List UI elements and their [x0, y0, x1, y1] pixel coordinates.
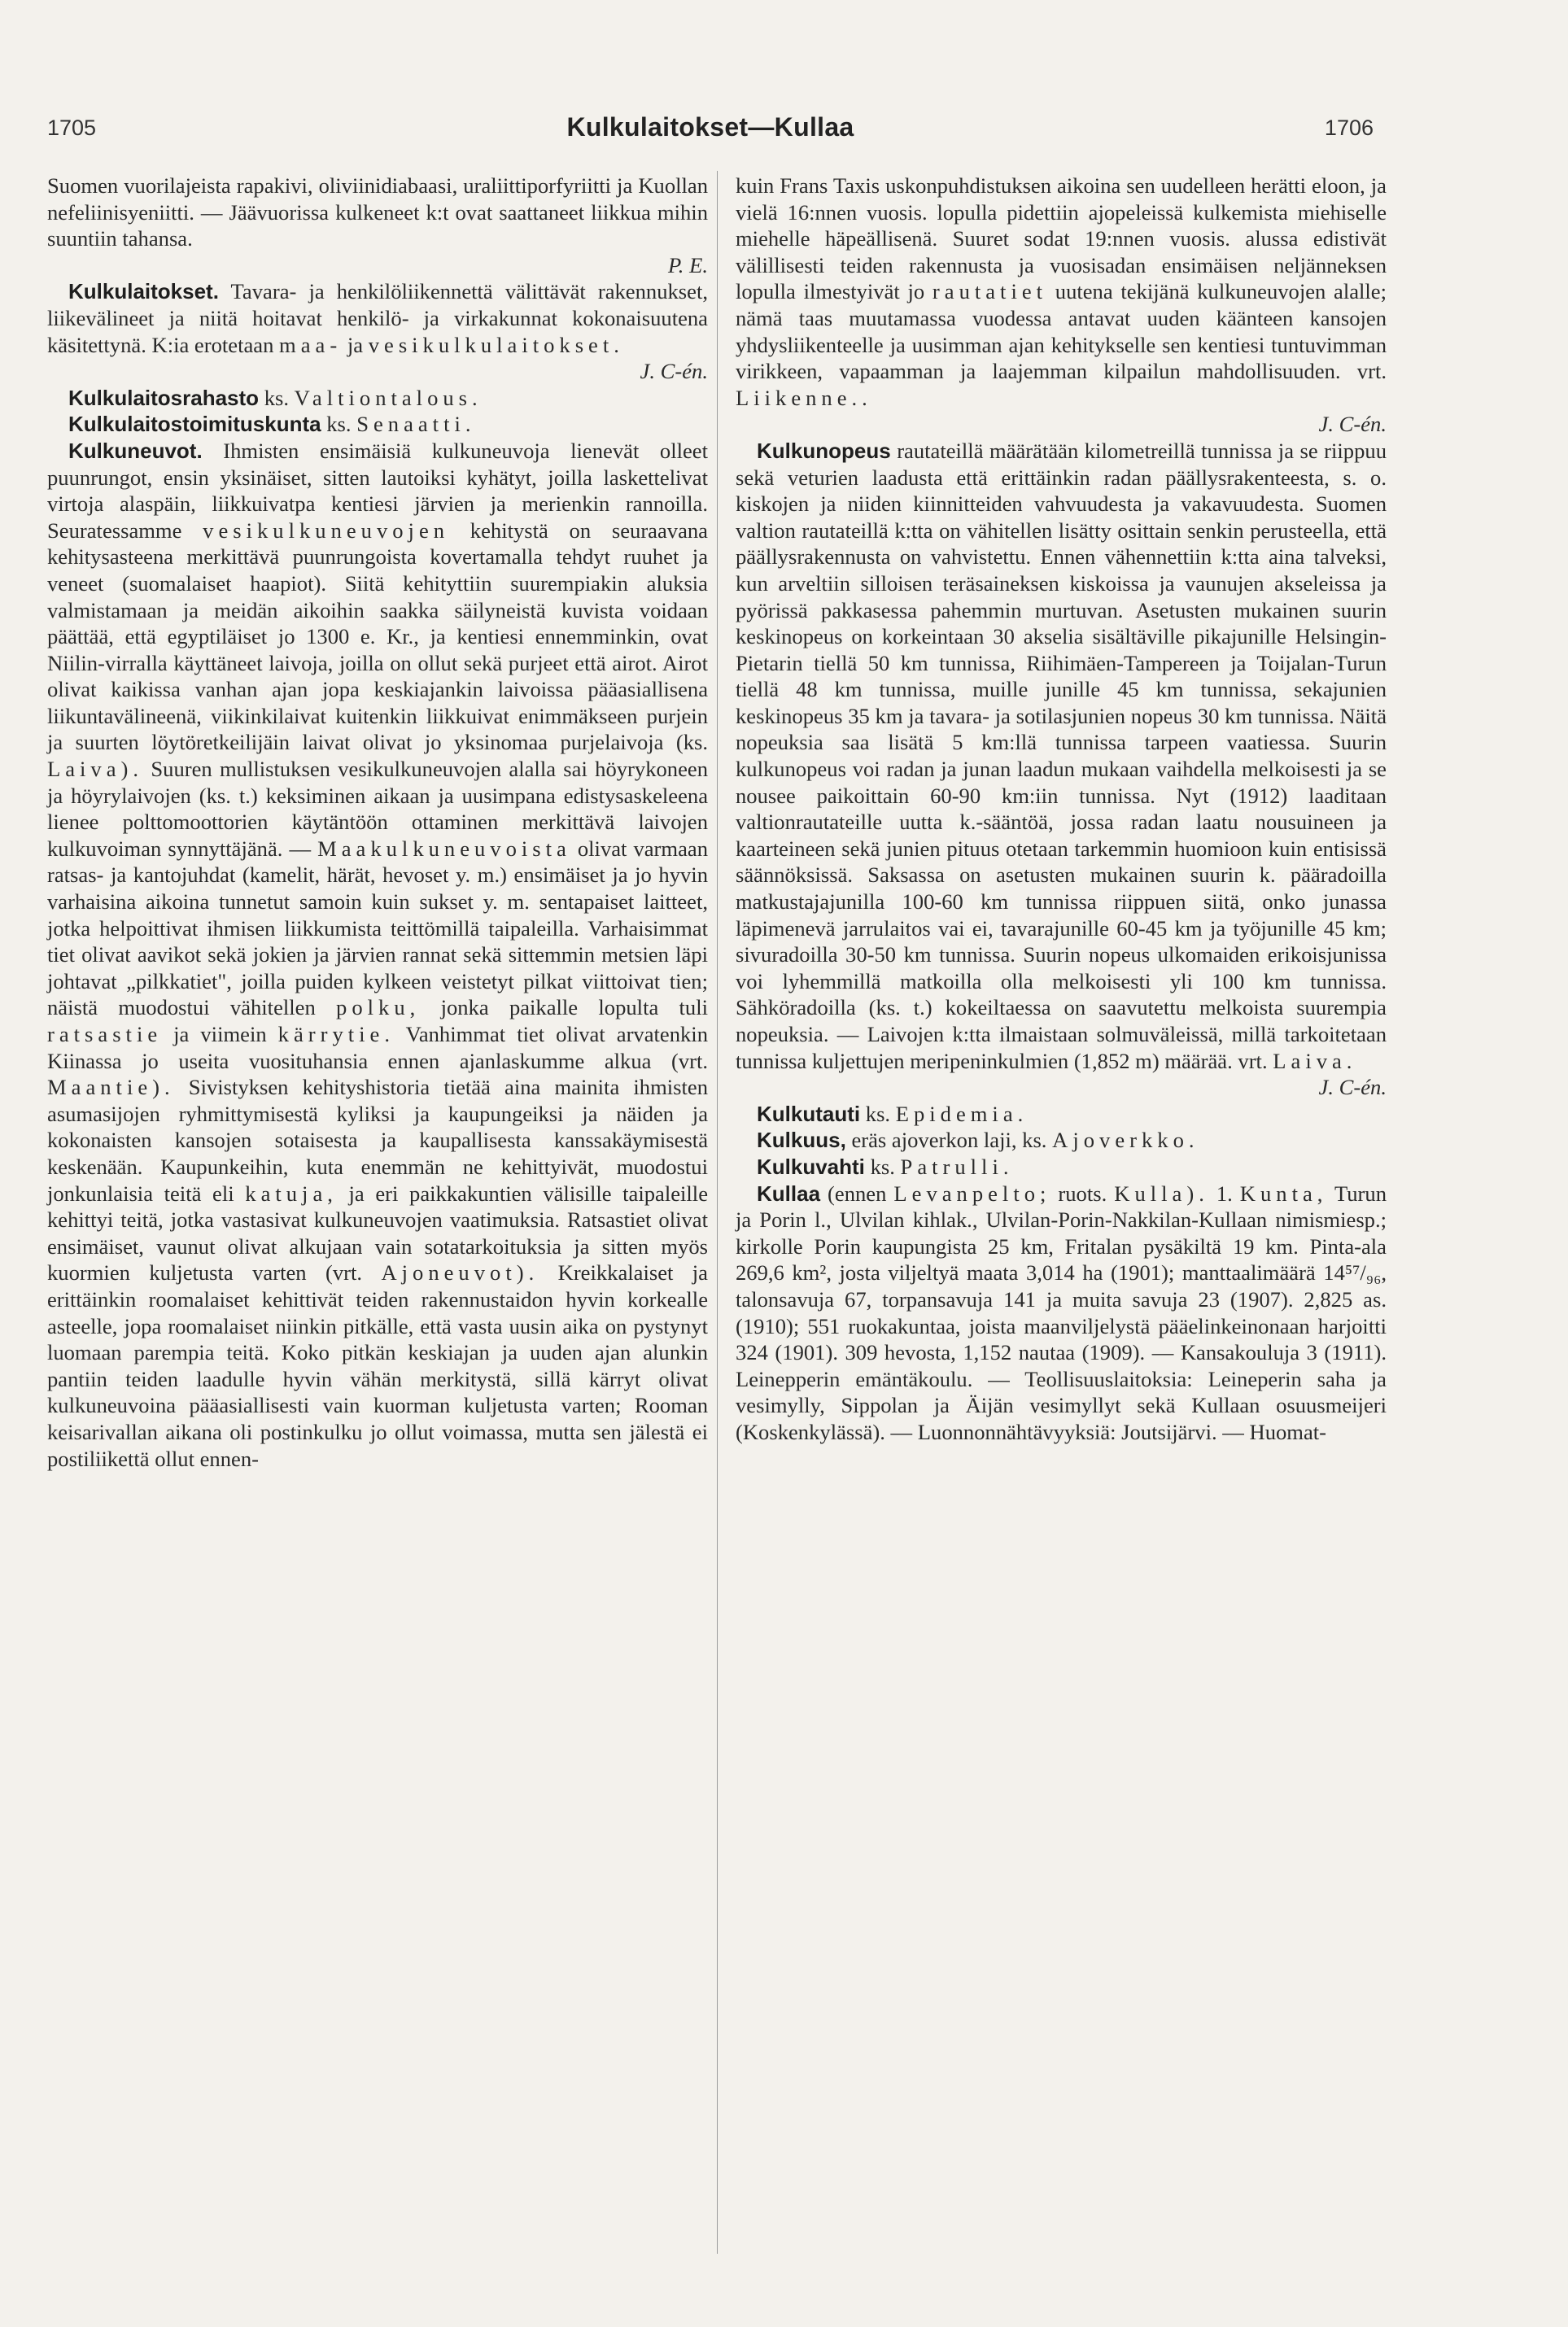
entry-kulkuneuvot: [47, 438, 708, 1472]
spaced-term: polku,: [336, 995, 421, 1020]
cross-reference: Valtiontalous.: [294, 385, 483, 410]
entry-text: olivat varmaan ratsas- ja kantojuhdat (kamelit, härät, hevoset y. m.) ensimäiset ja jo hyvin varhaisina aikoina tunnetut samoin kuin sukset y. m. sentapaiset laitteet, jotka helpoittivat ihmisen liikkumista teittömillä taipaleilla. Varhaisimmat tiet olivat aavikot sekä jokien ja järvien rannat sekä sittemmin metsien läpi johtavat „pilkkatiet", joilla puiden kylkeen veistetyt pilkat viittoivat tien; näistä muodostui vähitellen: [47, 836, 709, 1020]
left-column: [47, 172, 708, 1472]
cross-reference: Senaatti.: [356, 412, 476, 437]
page-header: [47, 112, 1374, 148]
spaced-term: Kulla).: [1114, 1181, 1209, 1206]
author-signature: J. C-én.: [640, 359, 708, 384]
headword: Kullaa: [757, 1181, 821, 1206]
entry-text: ja: [347, 332, 364, 357]
entry-kulkunopeus: [736, 438, 1387, 1101]
entry-kullaa: [736, 1181, 1387, 1446]
spaced-term: vesikulkulaitokset.: [368, 332, 624, 357]
headword: Kulkutauti: [757, 1101, 861, 1126]
spaced-term: Levanpelto;: [893, 1181, 1051, 1206]
entry-text: Ihmisten ensimäisiä kulkuneuvoja lienevät olleet puunrungot, ensin yksinäiset, sitten lautoiksi kyhätyt, joilla laskettelivat virtoja alaspäin, liikkuivatpa kentiesi järvien ja merienkin rannoilla. Seuratessamme: [47, 438, 708, 543]
entry-continuation: [47, 172, 708, 278]
entry-text: Tavara- ja henkilöliikennettä välittävät rakennukset, liikevälineet ja niitä hoitavat henkilö- ja virkakunnat kokonaisuutena käsitettynä. K:ia erotetaan: [47, 279, 708, 357]
headword: Kulkuus,: [757, 1128, 846, 1153]
spaced-term: Maakulkuneuvoista: [317, 836, 571, 861]
headword: Kulkulaitosrahasto: [68, 385, 260, 410]
spaced-term: Kunta,: [1239, 1181, 1328, 1206]
entry-text: Suomen vuorilajeista rapakivi, oliviinidiabaasi, uraliittiporfyriitti ja Kuollan nefeliinisyeniitti. — Jäävuorissa kulkeneet k:t ovat saattaneet liikkua mihin suuntiin tahansa.: [47, 173, 708, 251]
entry-kulkuvahti: [736, 1154, 1387, 1181]
headword: Kulkuvahti: [757, 1154, 865, 1179]
entry-kulkulaitokset: [47, 278, 708, 384]
headword: Kulkulaitostoimituskunta: [68, 412, 321, 437]
spaced-term: kärrytie.: [277, 1022, 395, 1046]
cross-reference: Laiva).: [47, 757, 144, 782]
entry-text: ks.: [326, 412, 352, 437]
entry-text: rautateillä määrätään kilometreillä tunnissa ja se riippuu sekä veturien laadusta että erittäinkin radan päällysrakenteesta, s. o. kiskojen ja niiden kiinnitteiden vahvuudesta ja vakavuudesta. Suomen valtion rautateillä k:tta on vähitellen lisätty osittain senkin perusteella, että päällysrakennusta on vahvistettu. Ennen vähennettiin k:tta aina talveksi, kun arveltiin silloisen teräsaineksen kiskoissa ja vaunujen akseleissa ja pyörissä pakkasessa pahemmin murtuvan. Asetusten mukainen suurin keskinopeus on korkeintaan 30 akselia sisältäville pikajunille Helsingin-Pietarin tiellä 50 km tunnissa, Riihimäen-Tampereen ja Toijalan-Turun tiellä 48 km tunnissa, muille junille 45 km tunnissa, sekajunien keskinopeus 35 km ja tavara- ja sotilasjunien nopeus 30 km tunnissa. Näitä nopeuksia saa lisätä 5 km:llä tunnissa tarpeen vaatiessa. Suurin kulkunopeus voi radan ja junan laadun mukaan vaihdella melkoisesti ja se nousee paikoittain 60-90 km:iin tunnissa. Nyt (1912) laaditaan valtionrautateille uutta k.-sääntöä, jossa radan laatu nousuineen ja kaarteineen sekä junien pituus otetaan tarkemmin huomioon kuin entisissä säännöksissä. Saksassa on asetusten mukainen suurin k. pääradoilla matkustajajunilla 100-60 km tunnissa riippuen siitä, onko junassa läpimenevä jarrulaitos vai ei, tavarajunille 60-45 km ja työjunille 45 km; sivuradoilla 30-50 km tunnissa. Suurin nopeus ulkomaiden erikoisjunissa voi lyhemmillä matkoilla olla melkoisesti yli 100 km tunnissa. Sähköradoilla (ks. t.) kokeiltaessa on saavutettu melkoista suurempia nopeuksia. — Laivojen k:tta ilmaistaan solmuväleissä, millä tarkoitetaan tunnissa kuljettujen meripeninkulmien (1,852 m) määrää. vrt.: [736, 438, 1387, 1073]
entry-kulkuus: [736, 1127, 1387, 1154]
entry-text: eräs ajoverkon laji, ks.: [851, 1128, 1047, 1153]
cross-reference: Ajoneuvot).: [381, 1260, 539, 1286]
entry-kulkutauti: [736, 1101, 1387, 1128]
headword: Kulkunopeus: [757, 438, 891, 463]
author-signature: J. C-én.: [1318, 412, 1387, 437]
entry-text: ks.: [865, 1101, 891, 1126]
entry-text: kuin Frans Taxis uskonpuhdistuksen aikoina sen uudelleen herätti eloon, ja vielä 16:nnen vuosis. lopulla pidettiin ajopeleissä kulkemista miehiselle miehelle häpeällisenä. Suuret sodat 19:nnen vuosis. alussa edistivät välillisesti teiden rakennusta ja vuosisadan ensimäisen neljänneksen lopulla ilmestyivät jo: [736, 173, 1387, 304]
entry-text: uutena tekijänä kulkuneuvojen alalle; nämä taas muutamassa vuodessa antavat uuden käänteen kansojen yhdysliikenteelle ja uusimman ajan kehitykselle sen kentiesi tuntuvimman virikkeen, vapaamman ja laajemman kilpailun mahdollisuuden. vrt.: [736, 279, 1387, 384]
entry-text: Vanhimmat tiet olivat arvatenkin Kiinassa jo useita vuosituhansia ennen ajanlaskumme alkua (vrt.: [47, 1022, 708, 1073]
running-title: Kulkulaitokset—Kullaa: [566, 112, 854, 142]
page-number-left: 1705: [47, 116, 97, 140]
spaced-term: vesikulkuneuvojen: [203, 517, 450, 543]
entry-text: 1.: [1216, 1181, 1233, 1206]
spaced-term: maa-: [279, 332, 343, 357]
cross-reference: Epidemia.: [895, 1101, 1029, 1126]
headword: Kulkuneuvot.: [68, 438, 203, 463]
author-signature: J. C-én.: [1318, 1075, 1387, 1100]
entry-kulkuneuvot-continued: [736, 172, 1387, 438]
entry-text: Kreikkalaiset ja erittäinkin roomalaiset kehittivät teiden rakennustaidon hyvin korkealle asteelle, jopa roomalaiset niinkin pitkälle, että vasta uusin aika on pystynyt luomaan parempia teitä. Koko pitkän keskiajan ja uuden ajan alunkin pantiin teiden laadulle hyvin vähän merkitystä, sillä kärryt olivat kulkuneuvoina pääasiallisesti vain kuorman kuljetusta varten; Rooman keisarivallan aikana oli postinkulku jo ollut voimassa, mutta sen jälestä ei postiliikettä ollut ennen-: [47, 1260, 708, 1471]
cross-reference: Ajoverkko.: [1052, 1128, 1199, 1153]
entry-text: kehitystä on seuraavana kehitysasteena merkittävä puunrungoista kovertamalla tehdyt ruuhet ja veneet (suomalaiset haapiot). Siitä kehityttiin suurempiakin aluksia valmistamaan ja meidän aikoihin saakka säilyneistä kuvista voidaan päättää, että egyptiläiset jo 1300 e. Kr., ja kentiesi ennemminkin, ovat Niilin-virralla käyttäneet laivoja, joilla on ollut sekä purjeet että airot. Airot olivat kaikissa vanhan ajan jopa keskiajankin laivoissa pääasiallisena liikuntavälineenä, viikinkilaivat kuitenkin liikkuivat enimmäkseen purjein ja suurten löytöretkeilijäin laivat olivat jo yksinomaa purjelaivoja (ks.: [47, 517, 708, 755]
cross-reference: Maantie).: [47, 1075, 175, 1100]
entry-kulkulaitosrahasto: [47, 385, 708, 412]
spaced-term: rautatiet: [932, 279, 1048, 304]
entry-text: (ennen: [828, 1181, 887, 1206]
cross-reference: Patrulli.: [900, 1154, 1014, 1179]
headword: Kulkulaitokset.: [68, 279, 219, 304]
entry-text: ja viimein: [173, 1022, 267, 1046]
entry-text: ks.: [870, 1154, 895, 1179]
entry-text: Sivistyksen kehityshistoria tietää aina mainita ihmisten asumasijojen ryhmittymisestä kyliksi ja kaupungeiksi ja näiden ja kokonaisten kansojen sotaisesta ja kaupallisesta kanssakäymisestä keskenään. Kaupunkeihin, kuta enemmän ne kehittyivät, muodostui jonkunlaisia teitä eli: [47, 1075, 708, 1206]
spaced-term: katuja,: [245, 1181, 338, 1206]
entry-text: Suuren mullistuksen vesikulkuneuvojen alalla sai höyrykoneen ja höyrylaivojen (ks. t.) keksiminen aikaan ja uusimpana edistysaskeleena lienee polttomoottorien käytäntöön ottaminen merkittävä laivojen kulkuvoiman synnyttäjänä. —: [47, 757, 708, 861]
author-signature: P. E.: [667, 252, 708, 277]
cross-reference: Liikenne..: [736, 385, 872, 410]
page-number-right: 1706: [1324, 116, 1374, 140]
entry-text: ks.: [264, 385, 290, 410]
entry-text: ruots.: [1058, 1181, 1107, 1206]
spaced-term: ratsastie: [47, 1022, 163, 1046]
cross-reference: Laiva.: [1273, 1048, 1357, 1073]
entry-kulkulaitostoimituskunta: [47, 411, 708, 438]
column-divider: [717, 171, 718, 2254]
right-column: [736, 172, 1387, 1446]
entry-text: jonka paikalle lopulta tuli: [440, 995, 709, 1020]
entry-text: ja eri paikkakuntien välisille taipaleille kehittyi teitä, jotka vastasivat kulkuneuvojen vaatimuksia. Ratsastiet olivat ensimäiset, vaunut olivat alkujaan vain sotatarkoituksia ja sitten myös kuormien kuljetusta varten (vrt.: [47, 1181, 709, 1286]
entry-text: Turun ja Porin l., Ulvilan kihlak., Ulvilan-Porin-Nakkilan-Kullaan nimismiesp.; kirkolle Porin kaupungista 25 km, Fritalan pysäkiltä 19 km. Pinta-ala 269,6 km², josta viljeltyä maata 3,014 ha (1901); manttaalimäärä 14⁵⁷/₉₆, talonsavuja 67, torpansavuja 141 ja muita savuja 23 (1907). 2,825 as. (1910); 551 ruokakuntaa, joista maanviljelystä pääelinkeinonaan harjoitti 324 (1901). 309 hevosta, 1,152 nautaa (1909). — Kansakouluja 3 (1911). Leinepperin emäntäkoulu. — Teollisuuslaitoksia: Leineperin saha ja vesimylly, Sippolan ja Äijän vesimyllyt sekä Kullaan osuusmeijeri (Koskenkylässä). — Luonnonnähtävyyksiä: Joutsijärvi. — Huomat-: [736, 1181, 1387, 1444]
